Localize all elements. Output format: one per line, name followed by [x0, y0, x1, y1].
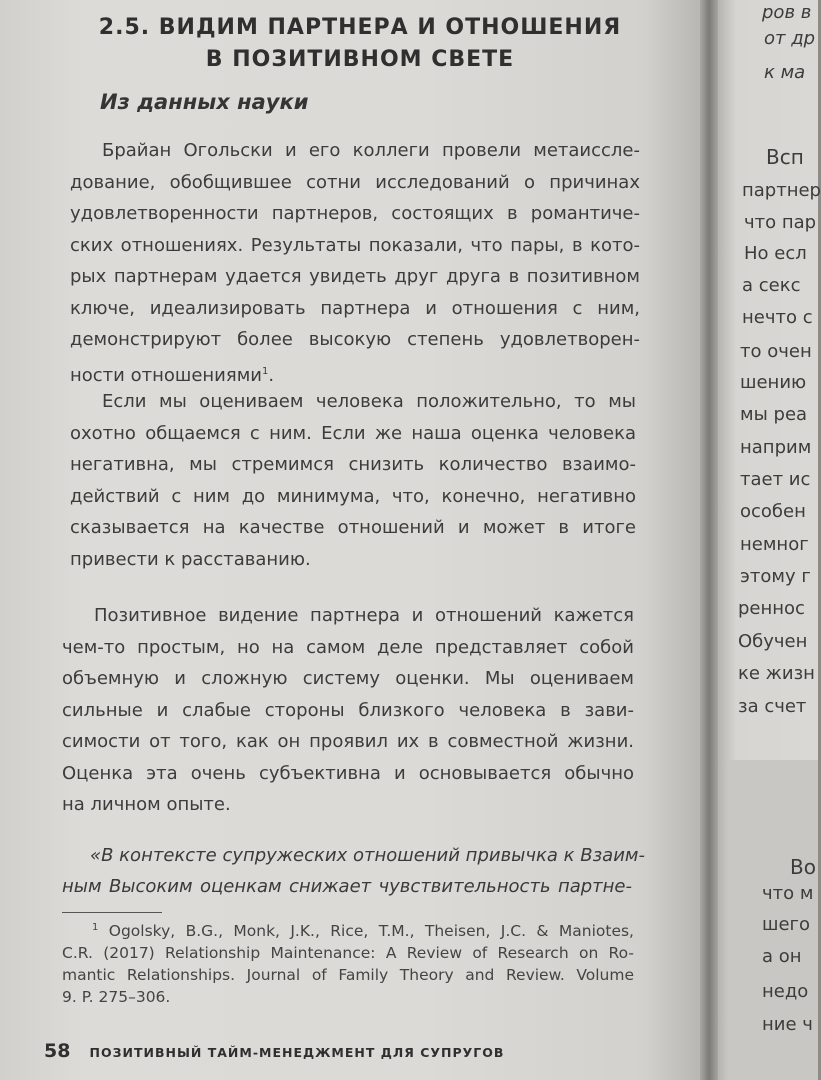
quote	[62, 840, 645, 902]
footnote-marker: 1	[92, 922, 99, 933]
page-footer	[44, 1040, 504, 1062]
paragraph-3-line: сильные и слабые стороны близкого человека в зави-	[62, 699, 634, 721]
right-page	[718, 0, 821, 1080]
right-page-fragment: от др	[764, 28, 816, 49]
quote-line: «В контексте супружеских отношений привычка к Взаим-	[90, 845, 645, 866]
right-page-fragment: ров в	[762, 2, 812, 23]
right-page-fragment: мы реа	[740, 404, 808, 425]
right-page-fragment: что пар	[744, 212, 817, 233]
right-page-fragment: Но есл	[744, 243, 807, 264]
subheading: Из данных науки	[100, 90, 309, 114]
right-page-fragment: а секс	[742, 275, 801, 296]
paragraph-1	[70, 135, 640, 391]
section-heading-line-2: В ПОЗИТИВНОМ СВЕТЕ	[205, 47, 515, 72]
right-page-fragment: нечто с	[742, 307, 813, 328]
right-page-fragment: партнер	[742, 180, 821, 201]
right-page-fragment: что м	[762, 883, 814, 904]
paragraph-1-end: .	[268, 364, 275, 386]
paragraph-1-line: ских отношениях. Результаты показали, что пары, в кото-	[70, 234, 640, 256]
right-page-fragment: особен	[740, 501, 806, 522]
right-page-fragment: Обучен	[738, 631, 808, 652]
paragraph-2-line: негативна, мы стремимся снизить количество взаимо-	[70, 454, 636, 475]
paragraph-2-line: охотно общаемся с ним. Если же наша оценка человека	[70, 422, 636, 444]
right-page-fragment: то очен	[740, 341, 812, 362]
footnote	[62, 917, 634, 1008]
right-page-fragment: этому г	[740, 566, 811, 587]
right-page-fragment: Во	[790, 855, 816, 879]
running-head: ПОЗИТИВНЫЙ ТАЙМ-МЕНЕДЖМЕНТ ДЛЯ СУПРУГОВ	[89, 1045, 505, 1060]
right-page-fragment: Всп	[766, 145, 804, 169]
footnote-line: 9. P. 275–306.	[62, 988, 171, 1007]
paragraph-1-line-text: ности отношениями	[70, 364, 262, 386]
paragraph-2-line: привести к расставанию.	[70, 548, 311, 570]
paragraph-3-line: объемную и сложную систему оценки. Мы оцениваем	[62, 668, 634, 689]
right-page-fragment: шению	[740, 372, 807, 393]
right-page-fragment: недо	[762, 981, 809, 1002]
paragraph-3	[62, 600, 634, 821]
section-heading	[80, 12, 640, 76]
paragraph-3-line: Оценка эта очень субъективна и основывается обычно	[62, 762, 634, 784]
paragraph-2-line: действий с ним до минимума, что, конечно, негативно	[70, 485, 636, 507]
paragraph-2-line: Если мы оцениваем человека положительно, то мы	[102, 391, 636, 412]
paragraph-1-line: дование, обобщившее сотни исследований о причинах	[70, 171, 640, 193]
right-page-fragment: к ма	[764, 62, 806, 83]
right-page-fragment: шего	[762, 914, 811, 935]
paragraph-3-line: Позитивное видение партнера и отношений кажется	[94, 605, 634, 626]
quote-line: ным Высоким оценкам снижает чувствительность партне-	[62, 876, 632, 897]
paragraph-1-line: рых партнерам удается увидеть друг друга в позитивном	[70, 266, 640, 287]
right-page-fragment: реннос	[738, 598, 805, 619]
paragraph-3-line: симости от того, как он проявил их в совместной жизни.	[62, 731, 634, 752]
right-page-fragment: тает ис	[740, 469, 811, 490]
paragraph-1-line: демонстрируют более высокую степень удовлетворен-	[70, 329, 640, 350]
right-page-fragment: наприм	[740, 437, 812, 458]
paragraph-2-line: сказывается на качестве отношений и может в итоге	[70, 517, 636, 538]
footnote-line-text: Ogolsky, B.G., Monk, J.K., Rice, T.M., Theisen, J.C. & Maniotes,	[108, 922, 634, 941]
paragraph-2	[70, 386, 636, 575]
paragraph-1-line: удовлетворенности партнеров, состоящих в романтиче-	[70, 203, 640, 224]
footnote-line: mantic Relationships. Journal of Family Theory and Review. Volume	[62, 966, 634, 985]
right-page-fragment: ке жизн	[738, 663, 815, 684]
paragraph-3-line: чем-то простым, но на самом деле представляет собой	[62, 636, 634, 658]
paragraph-3-line: на личном опыте.	[62, 794, 231, 815]
section-heading-line-1: 2.5. ВИДИМ ПАРТНЕРА И ОТНОШЕНИЯ	[98, 15, 622, 40]
right-page-fragment: ние ч	[762, 1014, 813, 1035]
book-gutter	[700, 0, 718, 1080]
paragraph-1-line: ключе, идеализировать партнера и отношения с ним,	[70, 297, 640, 319]
paragraph-1-line: Брайан Огольски и его коллеги провели метаиссле-	[102, 140, 640, 161]
right-page-fragment: а он	[762, 946, 802, 967]
footnote-divider	[62, 912, 162, 913]
right-page-fragment: за счет	[738, 696, 807, 717]
footnote-line-first	[62, 917, 634, 942]
footnote-line: C.R. (2017) Relationship Maintenance: A Review of Research on Ro-	[62, 944, 634, 963]
right-page-fragment: немног	[740, 534, 809, 555]
page-number: 58	[44, 1040, 71, 1062]
footnote-reference[interactable]: 1	[261, 365, 269, 377]
